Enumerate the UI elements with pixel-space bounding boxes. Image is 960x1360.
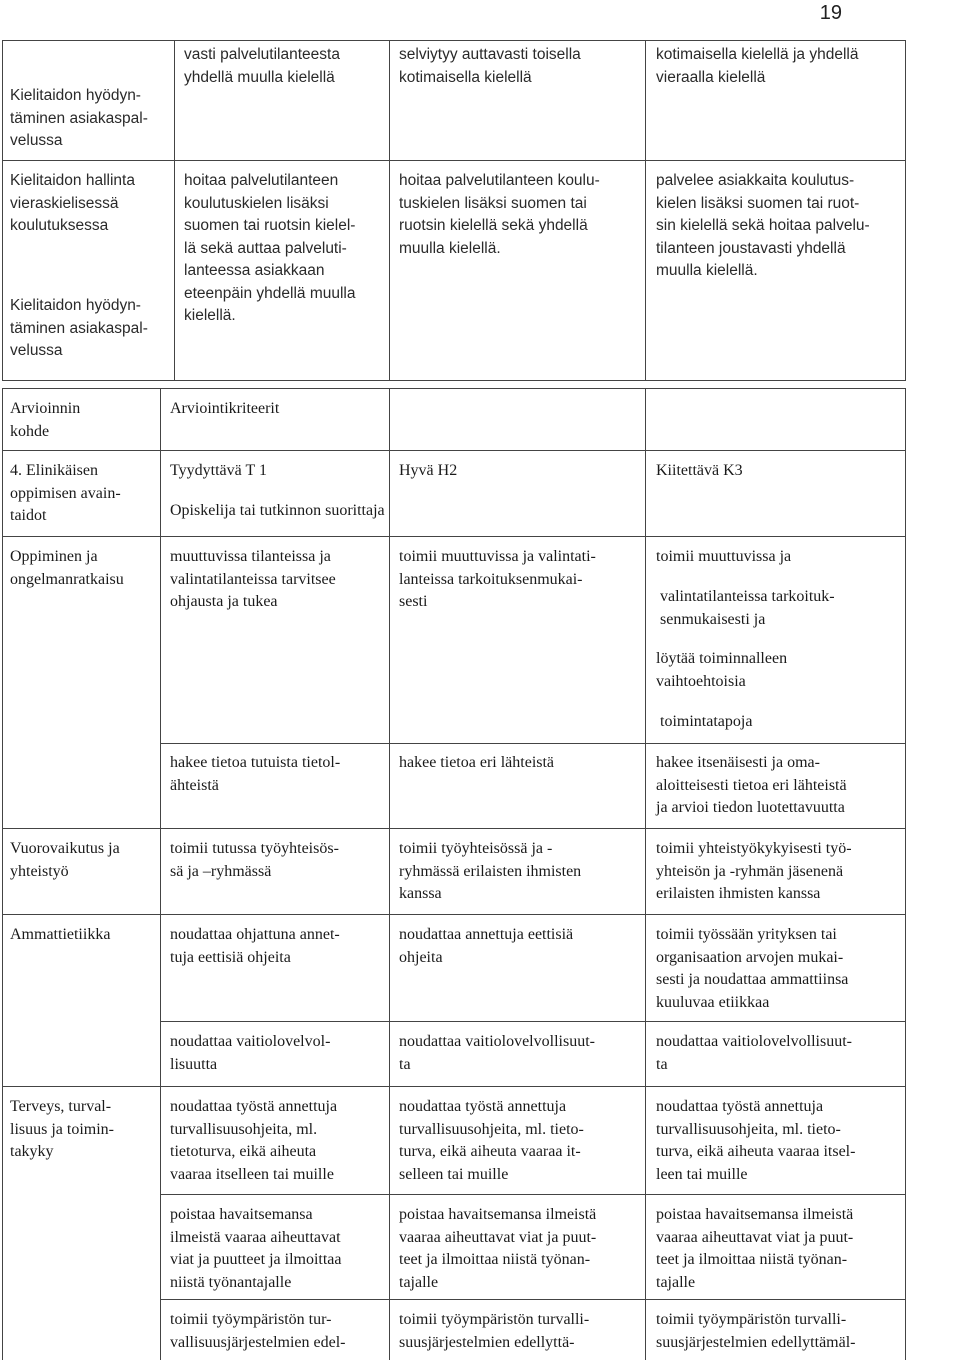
oppiminen-k3-a: toimii muuttuvissa ja xyxy=(656,548,792,565)
oppiminen-h2: toimii muuttuvissa ja valintati- lanteissa tarkoituksenmukai- sesti xyxy=(399,548,596,610)
oppiminen-k3-b: valintatilanteissa tarkoituk- senmukaisesti ja xyxy=(660,588,835,628)
ammattietiikka-h2-2: noudattaa vaitiolovelvollisuut- ta xyxy=(399,1033,595,1073)
vuorovaikutus-k3: toimii yhteistyökykyisesti työ- yhteisön ja -ryhmän jäsenenä erilaisten ihmisten kanssa xyxy=(656,840,852,902)
terveys-k3-2: poistaa havaitsemansa ilmeistä vaaraa aiheuttavat viat ja puut- teet ja ilmoittaa niistä työnan- tajalle xyxy=(656,1206,854,1291)
terveys-h2: noudattaa työstä annettuja turvallisuusohjeita, ml. tieto- turva, eikä aiheuta vaaraa it- selleen tai muille xyxy=(399,1098,584,1183)
top-row2-label-a: Kielitaidon hallinta vieraskielisessä koulutuksessa xyxy=(10,172,135,234)
top-row2-t1: hoitaa palvelutilanteen koulutuskielen lisäksi suomen tai ruotsin kielel- lä sekä auttaa palveluti- lanteessa asiakkaan eteenpäin yhdellä muulla kielellä. xyxy=(184,172,356,324)
vuorovaikutus-label: Vuorovaikutus ja yhteistyö xyxy=(10,840,120,880)
grade-h2-heading: Hyvä H2 xyxy=(399,462,458,479)
header-target: Arvioinnin kohde xyxy=(10,400,81,440)
vuorovaikutus-t1: toimii tutussa työyhteisös- sä ja –ryhmässä xyxy=(170,840,339,880)
top-row2-h2: hoitaa palvelutilanteen koulu- tuskielen lisäksi suomen tai ruotsin kielellä sekä yhdellä muulla kielellä. xyxy=(399,172,600,257)
top-row2-k3: palvelee asiakkaita koulutus- kielen lisäksi suomen tai ruot- sin kielellä sekä hoitaa palvelu- tilanteen joustavasti yhdellä muulla kielellä. xyxy=(656,172,870,279)
top-row2-label-b: Kielitaidon hyödyn- täminen asiakaspal- velussa xyxy=(10,297,148,359)
terveys-t1-2: poistaa havaitsemansa ilmeistä vaaraa aiheuttavat viat ja puutteet ja ilmoittaa niistä työnantajalle xyxy=(170,1206,342,1291)
top-row1-label: Kielitaidon hyödyn- täminen asiakaspal- velussa xyxy=(10,87,148,149)
terveys-h2-3: toimii työympäristön turvalli- suusjärjestelmien edellyttä- xyxy=(399,1311,590,1351)
terveys-t1-3: toimii työympäristön tur- vallisuusjärjestelmien edel- xyxy=(170,1311,346,1351)
top-row1-k3: kotimaisella kielellä ja yhdellä vieraalla kielellä xyxy=(656,46,859,86)
oppiminen-k3-c: löytää toiminnalleen vaihtoehtoisia xyxy=(656,650,788,690)
top-row1-t1: vasti palvelutilanteesta yhdellä muulla kielellä xyxy=(184,46,340,86)
ammattietiikka-label: Ammattietiikka xyxy=(10,926,111,943)
oppiminen-t1: muuttuvissa tilanteissa ja valintatilanteissa tarvitsee ohjausta ja tukea xyxy=(170,548,336,610)
section-title: 4. Elinikäisen oppimisen avain- taidot xyxy=(10,462,121,524)
terveys-t1: noudattaa työstä annettuja turvallisuusohjeita, ml. tietoturva, eikä aiheuta vaaraa itselleen tai muille xyxy=(170,1098,338,1183)
terveys-k3: noudattaa työstä annettuja turvallisuusohjeita, ml. tieto- turva, eikä aiheuta vaaraa itsel- leen tai muille xyxy=(656,1098,856,1183)
grade-t1-heading: Tyydyttävä T 1 xyxy=(170,462,267,479)
oppiminen-k3-2: hakee itsenäisesti ja omа- aloitteisesti tietoa eri lähteistä ja arvioi tiedon luotettavuutta xyxy=(656,754,847,816)
vuorovaikutus-h2: toimii työyhteisössä ja - ryhmässä erilaisten ihmisten kanssa xyxy=(399,840,582,902)
page-number: 19 xyxy=(819,2,842,24)
oppiminen-t1-2: hakee tietoa tutuista tietol- ähteistä xyxy=(170,754,341,794)
performer-label: Opiskelija tai tutkinnon suorittaja xyxy=(170,502,385,519)
ammattietiikka-t1: noudattaa ohjattuna annet- tuja eettisiä ohjeita xyxy=(170,926,340,966)
grade-k3-heading: Kiitettävä K3 xyxy=(656,462,743,479)
oppiminen-k3-d: toimintatapoja xyxy=(660,713,753,730)
ammattietiikka-t1-2: noudattaa vaitiolovelvol- lisuutta xyxy=(170,1033,331,1073)
header-criteria: Arviointikriteerit xyxy=(170,400,280,417)
oppiminen-label: Oppiminen ja ongelmanratkaisu xyxy=(10,548,124,588)
top-row1-h2: selviytyy auttavasti toisella kotimaisella kielellä xyxy=(399,46,581,86)
terveys-k3-3: toimii työympäristön turvalli- suusjärjestelmien edellyttämäl- xyxy=(656,1311,856,1351)
ammattietiikka-k3-2: noudattaa vaitiolovelvollisuut- ta xyxy=(656,1033,852,1073)
terveys-label: Terveys, turval- lisuus ja toimin- takyky xyxy=(10,1098,114,1160)
terveys-h2-2: poistaa havaitsemansa ilmeistä vaaraa aiheuttavat viat ja puut- teet ja ilmoittaa niistä työnan- tajalle xyxy=(399,1206,597,1291)
ammattietiikka-k3: toimii työssään yrityksen tai organisaation arvojen mukai- sesti ja noudattaa ammattiinsa kuuluvaa etiikkaa xyxy=(656,926,849,1011)
oppiminen-h2-2: hakee tietoa eri lähteistä xyxy=(399,754,555,771)
ammattietiikka-h2: noudattaa annettuja eettisiä ohjeita xyxy=(399,926,574,966)
